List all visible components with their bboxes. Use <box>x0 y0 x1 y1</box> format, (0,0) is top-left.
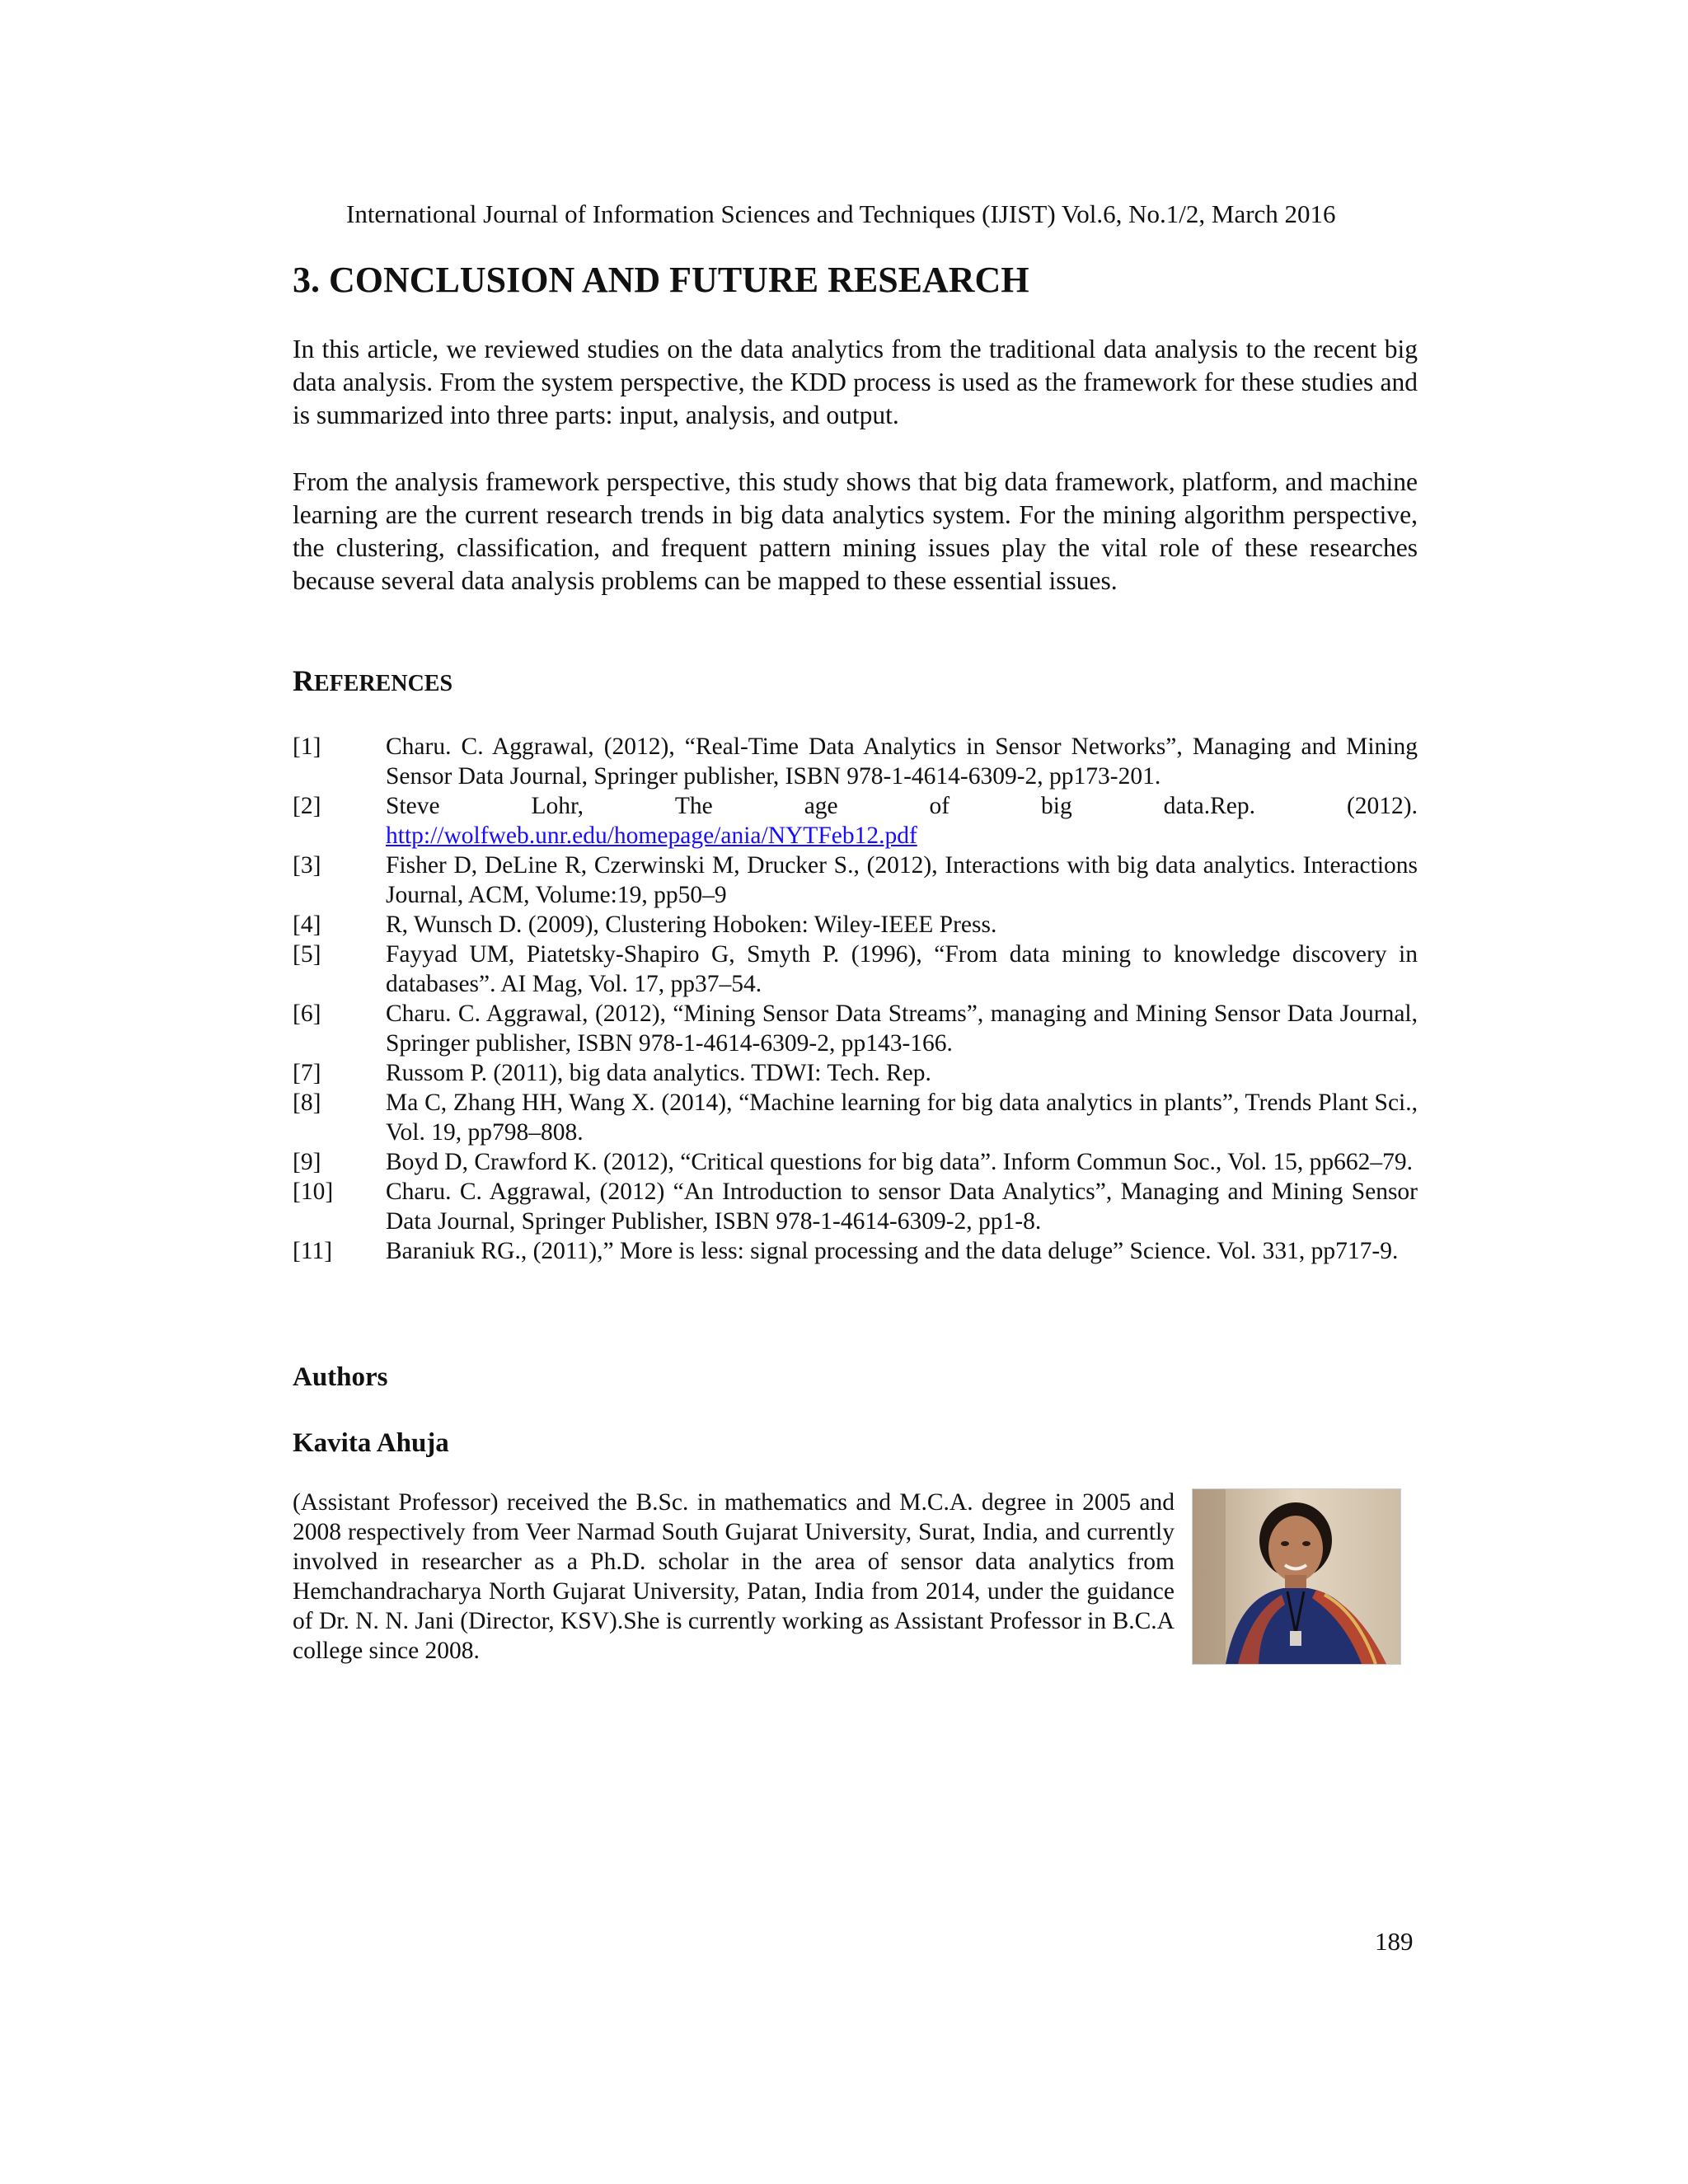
reference-item <box>293 791 1418 851</box>
reference-number: [5] <box>293 941 321 968</box>
reference-word: age <box>804 793 838 819</box>
reference-number: [6] <box>293 1001 321 1027</box>
page-number: 189 <box>1375 1927 1414 1956</box>
reference-item <box>293 1147 1418 1177</box>
reference-number: [7] <box>293 1060 321 1086</box>
reference-text: Charu. C. Aggrawal, (2012), “Mining Sensor Data Streams”, managing and Mining Sensor Data Journal, Springer publisher, ISBN 978-1-4614-6309-2, pp143-166. <box>386 1001 1418 1057</box>
reference-item <box>293 851 1418 910</box>
reference-number: [9] <box>293 1149 321 1175</box>
author-photo <box>1192 1488 1401 1665</box>
reference-number: [3] <box>293 852 321 879</box>
reference-item <box>293 910 1418 940</box>
references-heading-initial: R <box>293 664 314 697</box>
reference-number: [8] <box>293 1090 321 1116</box>
reference-text <box>386 791 1418 821</box>
reference-item <box>293 999 1418 1058</box>
reference-text: Fayyad UM, Piatetsky-Shapiro G, Smyth P. (1996), “From data mining to knowledge discovery in databases”. AI Mag, Vol. 17, pp37–54. <box>386 941 1418 997</box>
author-name: Kavita Ahuja <box>293 1428 449 1458</box>
authors-heading: Authors <box>293 1362 388 1392</box>
reference-text: R, Wunsch D. (2009), Clustering Hoboken: Wiley-IEEE Press. <box>386 912 997 938</box>
reference-number: [1] <box>293 733 321 760</box>
reference-number: [2] <box>293 793 321 819</box>
reference-word: The <box>674 793 713 819</box>
reference-number: [10] <box>293 1179 334 1205</box>
conclusion-paragraph-1: In this article, we reviewed studies on the data analytics from the traditional data analysis to the recent big data analysis. From the system perspective, the KDD process is used as the framework for these studies and is summarized into three parts: input, analysis, and output. <box>293 335 1418 429</box>
references-list <box>293 732 1418 1266</box>
reference-word: (2012). <box>1346 793 1418 819</box>
reference-item <box>293 732 1418 791</box>
reference-text: Fisher D, DeLine R, Czerwinski M, Drucker S., (2012), Interactions with big data analytics. Interactions Journal, ACM, Volume:19, pp50–9 <box>386 852 1418 908</box>
reference-word: of <box>929 793 950 819</box>
reference-text: Baraniuk RG., (2011),” More is less: signal processing and the data deluge” Science. Vol. 331, pp717-9. <box>386 1238 1399 1264</box>
reference-text: Charu. C. Aggrawal, (2012) “An Introduction to sensor Data Analytics”, Managing and Mining Sensor Data Journal, Springer Publisher, ISBN 978-1-4614-6309-2, pp1-8. <box>386 1179 1418 1235</box>
section-title: 3. CONCLUSION AND FUTURE RESEARCH <box>293 260 1029 300</box>
reference-item <box>293 940 1418 999</box>
reference-word: data.Rep. <box>1163 793 1256 819</box>
reference-url-link[interactable]: http://wolfweb.unr.edu/homepage/ania/NYTFeb12.pdf <box>386 823 917 849</box>
reference-item <box>293 1177 1418 1236</box>
author-bio: (Assistant Professor) received the B.Sc. in mathematics and M.C.A. degree in 2005 and 2008 respectively from Veer Narmad South Gujarat University, Surat, India, and currently involved in researcher as a Ph.D. scholar in the area of sensor data analytics from Hemchandracharya North Gujarat University, Patan, India from 2014, under the guidance of Dr. N. N. Jani (Director, KSV).She is currently working as Assistant Professor in B.C.A college since 2008. <box>293 1489 1175 1664</box>
reference-item <box>293 1058 1418 1088</box>
reference-word: big <box>1041 793 1072 819</box>
reference-number: [11] <box>293 1238 333 1264</box>
conclusion-paragraph-2: From the analysis framework perspective, this study shows that big data framework, platform, and machine learning are the current research trends in big data analytics system. For the mining algorithm perspective, the clustering, classification, and frequent pattern mining issues play the vital role of these researches because several data analysis problems can be mapped to these essential issues. <box>293 467 1418 595</box>
author-portrait-image <box>1193 1489 1400 1664</box>
reference-number: [4] <box>293 912 321 938</box>
references-heading <box>293 662 452 703</box>
references-heading-rest: EFERENCES <box>314 671 453 696</box>
reference-text: Ma C, Zhang HH, Wang X. (2014), “Machine learning for big data analytics in plants”, Trends Plant Sci., Vol. 19, pp798–808. <box>386 1090 1418 1146</box>
reference-text: Russom P. (2011), big data analytics. TDWI: Tech. Rep. <box>386 1060 931 1086</box>
reference-text: Charu. C. Aggrawal, (2012), “Real-Time Data Analytics in Sensor Networks”, Managing and Mining Sensor Data Journal, Springer publisher, ISBN 978-1-4614-6309-2, pp173-201. <box>386 733 1418 790</box>
reference-item <box>293 1088 1418 1147</box>
reference-word: Lohr, <box>531 793 584 819</box>
reference-word: Steve <box>386 793 440 819</box>
running-header: International Journal of Information Sciences and Techniques (IJIST) Vol.6, No.1/2, March 2016 <box>346 199 1336 228</box>
reference-text: Boyd D, Crawford K. (2012), “Critical questions for big data”. Inform Commun Soc., Vol. 15, pp662–79. <box>386 1149 1413 1175</box>
reference-item <box>293 1236 1418 1266</box>
